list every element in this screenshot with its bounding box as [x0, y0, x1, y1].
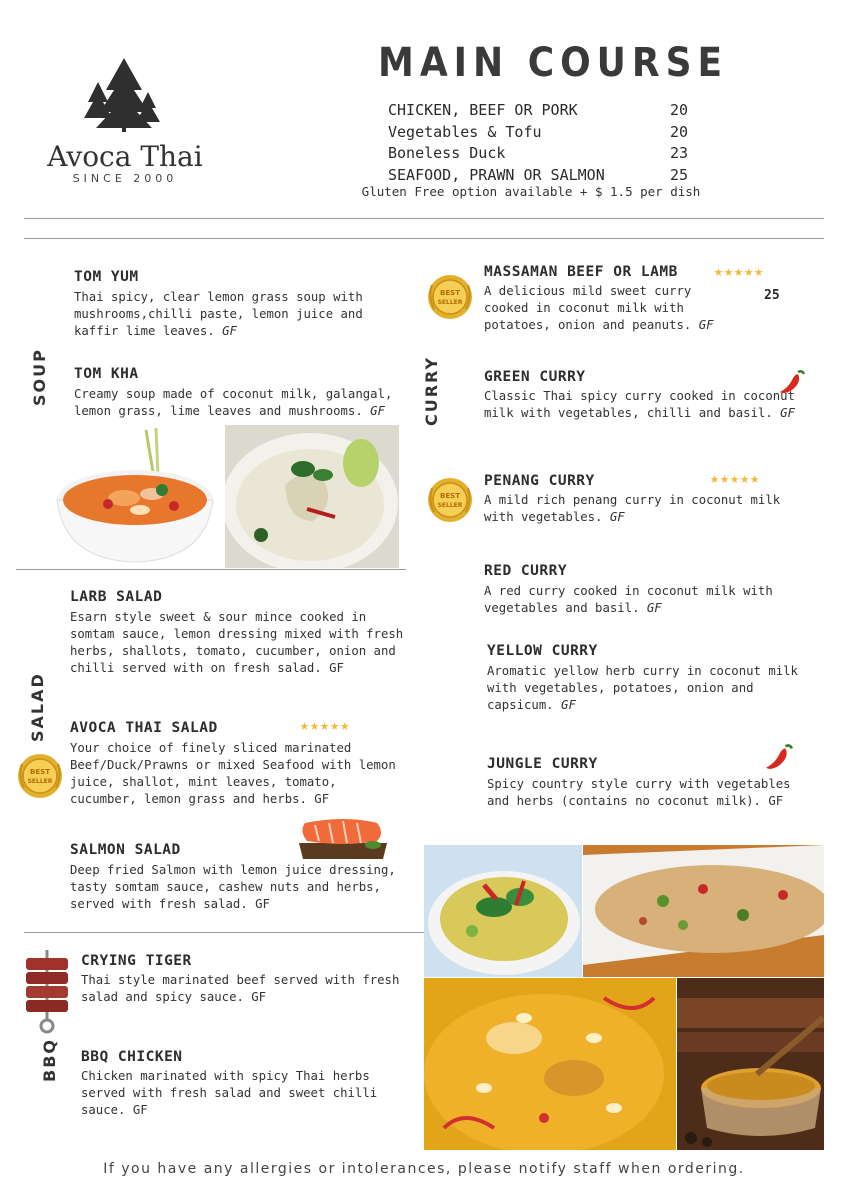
gluten-free-note: Gluten Free option available + $ 1.5 per dish	[361, 184, 701, 199]
badge-line-best: BEST	[440, 492, 460, 500]
menu-item-desc: Chicken marinated with spicy Thai herbs served with fresh salad and sweet chilli sauce. GF	[81, 1069, 378, 1117]
menu-item-desc: Thai spicy, clear lemon grass soup with mushrooms,chilli paste, lemon juice and kaffir lime leaves. GF	[74, 290, 363, 338]
tom-yum-photo	[54, 428, 216, 566]
menu-item-desc: Creamy soup made of coconut milk, galangal, lemon grass, lime leaves and mushrooms. GF	[74, 387, 393, 418]
larb-salad-photo	[583, 845, 824, 977]
best-seller-badge-icon	[426, 476, 474, 524]
price-row	[388, 100, 688, 122]
salmon-icon	[295, 815, 391, 861]
allergy-notice: If you have any allergies or intolerances, please notify staff when ordering.	[103, 1161, 745, 1177]
price-label: Vegetables & Tofu	[388, 122, 542, 141]
menu-item-desc: Aromatic yellow herb curry in coconut milk with vegetables, potatoes, onion and capsicum. GF	[487, 664, 798, 712]
menu-item-desc: Deep fried Salmon with lemon juice dressing, tasty somtam sauce, cashew nuts and herbs, served with fresh salad. GF	[70, 863, 396, 911]
menu-item-desc: Thai style marinated beef served with fresh salad and spicy sauce. GF	[81, 973, 400, 1004]
section-label-soup: SOUP	[30, 348, 49, 406]
badge-line-best: BEST	[440, 289, 460, 297]
price-value: 20	[669, 101, 688, 119]
menu-item-name: CRYING TIGER	[81, 953, 192, 969]
menu-item-desc: Esarn style sweet & sour mince cooked in somtam sauce, lemon dressing mixed with fresh herbs, shallots, tomato, cucumber, onion and chilli served with on fresh salad. GF	[70, 610, 404, 675]
star-rating-icon: ★★★★★	[300, 716, 351, 734]
price-row	[388, 165, 688, 187]
price-row	[388, 143, 688, 165]
section-label-curry: CURRY	[422, 355, 441, 426]
price-value: 20	[669, 122, 688, 141]
menu-item-name: YELLOW CURRY	[487, 643, 598, 659]
green-curry-photo	[424, 845, 582, 977]
header-divider-bottom	[24, 238, 824, 239]
protein-price-list	[388, 100, 688, 186]
menu-item-name: LARB SALAD	[70, 589, 163, 605]
menu-item-desc: Classic Thai spicy curry cooked in coconut milk with vegetables, chilli and basil. GF	[484, 389, 795, 420]
menu-item-desc: Your choice of finely sliced marinated Beef/Duck/Prawns or mixed Seafood with lemon juice, shallot, mint leaves, tomato, cucumber, lemon grass and herbs. GF	[70, 741, 396, 806]
menu-item-name: PENANG CURRY	[484, 473, 595, 489]
best-seller-badge-icon	[16, 752, 64, 800]
menu-item-name: TOM KHA	[74, 366, 139, 382]
header-divider-top	[24, 218, 824, 219]
spices-photo	[677, 978, 824, 1150]
section-label-bbq: BBQ	[40, 1038, 59, 1082]
price-label: CHICKEN, BEEF OR PORK	[388, 101, 578, 119]
menu-item-name: SALMON SALAD	[70, 842, 181, 858]
menu-item-name: TOM YUM	[74, 269, 139, 285]
price-value: 23	[669, 144, 688, 162]
badge-line-seller: SELLER	[437, 299, 463, 306]
menu-item-price: 25	[764, 288, 780, 303]
badge-line-seller: SELLER	[27, 778, 53, 785]
steak-skewer-icon	[22, 950, 72, 1034]
menu-item-desc: Spicy country style curry with vegetables and herbs (contains no coconut milk). GF	[487, 777, 791, 808]
tree-logo-icon	[84, 56, 164, 132]
star-rating-icon: ★★★★★	[710, 469, 761, 487]
best-seller-badge-icon	[426, 273, 474, 321]
soup-salad-divider	[16, 569, 406, 570]
tom-kha-photo	[225, 425, 399, 568]
price-value: 25	[669, 165, 688, 184]
section-label-salad: SALAD	[28, 672, 47, 742]
menu-item-name: BBQ CHICKEN	[81, 1049, 183, 1065]
price-label: Boneless Duck	[388, 144, 506, 162]
penang-curry-photo	[424, 978, 676, 1150]
menu-item-name: AVOCA THAI SALAD	[70, 720, 218, 736]
chilli-icon	[764, 742, 794, 772]
price-label: SEAFOOD, PRAWN OR SALMON	[388, 165, 605, 184]
page-title: MAIN COURSE	[378, 40, 729, 86]
brand-since: SINCE 2000	[72, 172, 178, 185]
menu-item-name: RED CURRY	[484, 563, 568, 579]
salad-bbq-divider	[24, 932, 424, 933]
badge-line-best: BEST	[30, 768, 50, 776]
price-row	[388, 122, 688, 144]
star-rating-icon: ★★★★★	[714, 262, 765, 280]
menu-item-name: JUNGLE CURRY	[487, 756, 598, 772]
brand-name: Avoca Thai	[47, 140, 203, 173]
menu-item-desc: A red curry cooked in coconut milk with vegetables and basil. GF	[484, 584, 773, 615]
menu-item-desc: A delicious mild sweet curry cooked in coconut milk with potatoes, onion and peanuts. GF	[484, 284, 714, 332]
menu-item-name: MASSAMAN BEEF OR LAMB	[484, 264, 678, 280]
menu-item-desc: A mild rich penang curry in coconut milk with vegetables. GF	[484, 493, 781, 524]
menu-item-name: GREEN CURRY	[484, 369, 586, 385]
badge-line-seller: SELLER	[437, 502, 463, 509]
